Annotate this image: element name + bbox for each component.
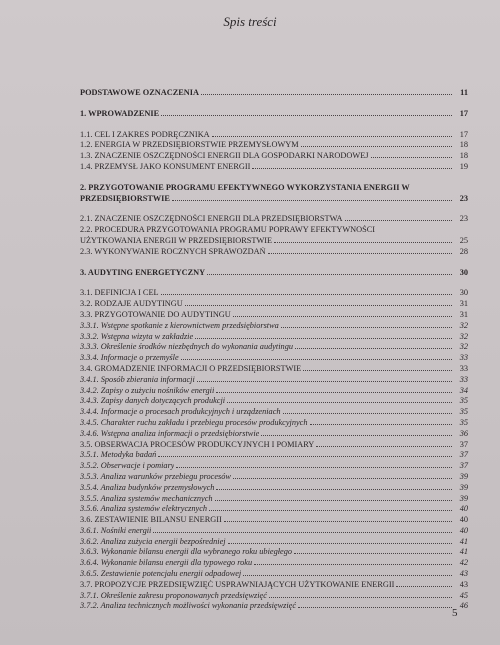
toc-leader-dots (298, 607, 452, 608)
toc-entry-page: 30 (459, 288, 468, 298)
toc-entry-page: 37 (459, 439, 468, 449)
toc-entry (80, 151, 468, 162)
toc-entry-page: 34 (459, 385, 468, 395)
toc-entry-page: 40 (459, 525, 468, 535)
toc-entry (80, 299, 468, 310)
toc-leader-dots (158, 456, 452, 457)
toc-entry (80, 214, 468, 225)
toc-entry-title: 1.4. PRZEMYSŁ JAKO KONSUMENT ENERGII (80, 161, 251, 171)
toc-entry-page: 19 (459, 161, 468, 171)
toc-entry-page: 31 (459, 299, 468, 309)
toc-entry-page: 40 (459, 504, 468, 514)
page-number: 5 (452, 607, 458, 619)
toc-entry-page: 17 (459, 129, 468, 139)
toc-entry (80, 194, 468, 205)
toc-leader-dots (268, 253, 452, 254)
toc-entry-title: 3.4.3. Zapisy danych dotyczących produkcji (80, 396, 226, 406)
toc-entry-page: 23 (459, 193, 468, 203)
toc-entry (80, 162, 468, 173)
toc-entry-page: 36 (459, 428, 468, 438)
toc-leader-dots (252, 168, 452, 169)
toc-entry-page: 39 (459, 471, 468, 481)
toc-entry-title: 3.7.1. Określenie zakresu proponowanych przedsięwzięć (80, 590, 267, 600)
toc-leader-dots (254, 564, 452, 565)
toc-entry-page: 33 (459, 374, 468, 384)
toc-leader-dots (207, 274, 452, 275)
toc-entry-title: 3.5.4. Analiza budynków przemysłowych (80, 482, 215, 492)
toc-entry-page: 43 (459, 579, 468, 589)
toc-leader-dots (295, 348, 452, 349)
toc-leader-dots (371, 157, 452, 158)
toc-entry (80, 494, 468, 505)
toc-entry-page: 18 (459, 140, 468, 150)
toc-entry (80, 140, 468, 151)
toc-spacer (80, 99, 468, 109)
toc-entry-title: 3.6. ZESTAWIENIE BILANSU ENERGII (80, 515, 222, 525)
toc-leader-dots (172, 200, 452, 201)
toc-entry-page: 41 (459, 547, 468, 557)
toc-entry (80, 461, 468, 472)
toc-entry-title: 3.5.1. Metodyka badań (80, 450, 157, 460)
toc-entry-title: 3.4.4. Informacje o procesach produkcyjnych i urządzeniach (80, 407, 281, 417)
toc-entry-title: 2. PRZYGOTOWANIE PROGRAMU EFEKTYWNEGO WYKORZYSTANIA ENERGII W (80, 182, 410, 192)
toc-leader-dots (283, 413, 452, 414)
toc-entry-title: 3.5.2. Obserwacje i pomiary (80, 461, 175, 471)
toc-entry-page: 39 (459, 493, 468, 503)
toc-entry-title: 3.1. DEFINICJA I CEL (80, 288, 159, 298)
toc-leader-dots (274, 242, 452, 243)
toc-spacer (80, 173, 468, 183)
toc-entry (80, 288, 468, 299)
toc-leader-dots (224, 521, 452, 522)
toc-leader-dots (294, 553, 452, 554)
toc-entry-page: 45 (459, 590, 468, 600)
toc-leader-dots (176, 467, 452, 468)
toc-entry-page: 40 (459, 515, 468, 525)
toc-leader-dots (233, 478, 452, 479)
toc-entry-page: 41 (459, 536, 468, 546)
toc-entry (80, 418, 468, 429)
toc-entry-title: 3.3.4. Informacje o przemyśle (80, 353, 179, 363)
toc-entry (80, 268, 468, 279)
toc-entry-title: 3.6.1. Nośniki energii (80, 525, 152, 535)
toc-entry (80, 321, 468, 332)
toc-entry-page: 37 (459, 450, 468, 460)
toc-entry-title: 1.1. CEL I ZAKRES PODRĘCZNIKA (80, 129, 210, 139)
toc-leader-dots (233, 316, 452, 317)
toc-spacer (80, 258, 468, 268)
toc-entry (80, 332, 468, 343)
toc-entry (80, 353, 468, 364)
toc-entry (80, 364, 468, 375)
toc-entry-title: 3.7. PROPOZYCJE PRZEDSIĘWZIĘĆ USPRAWNIAJĄCYCH UŻYTKOWANIE ENERGII (80, 579, 395, 589)
toc-entry (80, 429, 468, 440)
toc-entry-title: 3.3.1. Wstępne spotkanie z kierownictwem przedsiębiorstwa (80, 320, 279, 330)
toc-entry-title: 3.5. OBSERWACJA PROCESÓW PRODUKCYJNYCH I POMIARY (80, 439, 315, 449)
toc-entry (80, 547, 468, 558)
toc-entry-page: 17 (459, 108, 468, 118)
toc-spacer (80, 120, 468, 130)
toc-entry-page: 33 (459, 363, 468, 373)
toc-entry (80, 236, 468, 247)
toc-entry-title: 3.6.4. Wykonanie bilansu energii dla typowego roku (80, 558, 253, 568)
toc-leader-dots (181, 359, 452, 360)
table-of-contents (80, 88, 468, 612)
toc-entry (80, 569, 468, 580)
toc-entry (80, 396, 468, 407)
toc-entry-title: 3.3. PRZYGOTOWANIE DO AUDYTINGU (80, 309, 231, 319)
toc-entry-title: 3.5.3. Analiza warunków przebiegu procesów (80, 471, 231, 481)
toc-leader-dots (216, 489, 452, 490)
toc-entry (80, 342, 468, 353)
toc-entry (80, 580, 468, 591)
toc-leader-dots (269, 597, 452, 598)
toc-entry (80, 504, 468, 515)
toc-leader-dots (161, 294, 452, 295)
toc-entry-page: 30 (459, 267, 468, 277)
toc-entry (80, 483, 468, 494)
toc-entry-page: 31 (459, 309, 468, 319)
toc-entry (80, 183, 468, 194)
toc-entry-page: 42 (459, 558, 468, 568)
toc-entry-title: PRZEDSIĘBIORSTWIE (80, 193, 170, 203)
toc-leader-dots (197, 381, 452, 382)
toc-entry-title: 1. WPROWADZENIE (80, 108, 160, 118)
toc-entry-page: 35 (459, 396, 468, 406)
toc-leader-dots (281, 327, 452, 328)
toc-spacer (80, 204, 468, 214)
toc-leader-dots (153, 532, 452, 533)
toc-leader-dots (303, 370, 452, 371)
toc-entry (80, 526, 468, 537)
toc-entry-title: 2.3. WYKONYWANIE ROCZNYCH SPRAWOZDAŃ (80, 246, 266, 256)
toc-leader-dots (215, 500, 452, 501)
toc-leader-dots (209, 510, 452, 511)
toc-entry-title: 3.4.6. Wstępna analiza informacji o przedsiębiorstwie (80, 428, 260, 438)
toc-leader-dots (227, 402, 452, 403)
toc-leader-dots (195, 338, 452, 339)
toc-leader-dots (316, 446, 452, 447)
toc-entry (80, 591, 468, 602)
toc-entry-title: 3. AUDYTING ENERGETYCZNY (80, 267, 206, 277)
toc-entry (80, 247, 468, 258)
toc-leader-dots (243, 575, 452, 576)
toc-entry-title: 3.6.3. Wykonanie bilansu energii dla wybranego roku ubiegłego (80, 547, 292, 557)
toc-entry-page: 35 (459, 407, 468, 417)
toc-leader-dots (228, 543, 452, 544)
toc-leader-dots (216, 392, 452, 393)
toc-entry-page: 43 (459, 569, 468, 579)
toc-entry-title: 3.7.2. Analiza technicznych możliwości wykonania przedsięwzięć (80, 601, 296, 611)
toc-entry (80, 88, 468, 99)
toc-entry-title: 3.4.2. Zapisy o zużyciu nośników energii (80, 385, 215, 395)
toc-entry (80, 109, 468, 120)
toc-entry-page: 32 (459, 320, 468, 330)
toc-entry-title: 2.1. ZNACZENIE OSZCZĘDNOŚCI ENERGII DLA PRZEDSIĘBIORSTWA (80, 214, 343, 224)
toc-entry-page: 28 (459, 246, 468, 256)
toc-entry (80, 601, 468, 612)
toc-entry-page: 32 (459, 342, 468, 352)
toc-entry-title: UŻYTKOWANIA ENERGII W PRZEDSIĘBIORSTWIE (80, 235, 273, 245)
toc-entry (80, 472, 468, 483)
toc-entry-page: 18 (459, 151, 468, 161)
page-title: Spis treści (223, 14, 277, 29)
toc-entry (80, 537, 468, 548)
toc-entry-page: 23 (459, 214, 468, 224)
toc-entry-page: 11 (460, 88, 468, 97)
toc-entry-page: 39 (459, 482, 468, 492)
toc-entry (80, 440, 468, 451)
toc-entry-page: 37 (459, 461, 468, 471)
toc-entry (80, 386, 468, 397)
toc-leader-dots (161, 115, 452, 116)
toc-leader-dots (201, 94, 452, 95)
toc-entry (80, 310, 468, 321)
toc-entry-page: 32 (459, 331, 468, 341)
toc-leader-dots (261, 435, 452, 436)
toc-entry-page: 25 (459, 235, 468, 245)
toc-entry-title: 3.5.6. Analiza systemów elektrycznych (80, 504, 208, 514)
toc-entry-title: 3.4.5. Charakter ruchu zakładu i przebiegu procesów produkcyjnych (80, 417, 308, 427)
toc-entry-title: 3.3.2. Wstępna wizyta w zakładzie (80, 331, 194, 341)
toc-leader-dots (345, 220, 453, 221)
toc-entry (80, 407, 468, 418)
toc-entry-page: 35 (459, 417, 468, 427)
toc-leader-dots (310, 424, 452, 425)
toc-entry-title: 1.3. ZNACZENIE OSZCZĘDNOŚCI ENERGII DLA GOSPODARKI NARODOWEJ (80, 151, 369, 161)
toc-entry (80, 225, 468, 236)
toc-entry-title: 3.3.3. Określenie środków niezbędnych do wykonania audytingu (80, 342, 293, 352)
toc-entry-title: 3.6.2. Analiza zużycia energii bezpośredniej (80, 536, 226, 546)
toc-entry-title: 3.5.5. Analiza systemów mechanicznych (80, 493, 213, 503)
toc-entry (80, 130, 468, 141)
toc-leader-dots (185, 305, 452, 306)
toc-leader-dots (212, 136, 452, 137)
toc-entry-title: 3.2. RODZAJE AUDYTINGU (80, 299, 183, 309)
toc-entry-title: PODSTAWOWE OZNACZENIA (80, 88, 200, 97)
toc-entry-page: 46 (459, 601, 468, 611)
toc-entry (80, 375, 468, 386)
toc-entry (80, 515, 468, 526)
toc-entry-title: 3.4. GROMADZENIE INFORMACJI O PRZEDSIĘBIORSTWIE (80, 363, 302, 373)
toc-entry (80, 558, 468, 569)
toc-entry-title: 3.6.5. Zestawienie potencjału energii odpadowej (80, 569, 242, 579)
toc-leader-dots (301, 146, 452, 147)
toc-entry-title: 1.2. ENERGIA W PRZEDSIĘBIORSTWIE PRZEMYSŁOWYM (80, 140, 299, 150)
toc-entry-page: 33 (459, 353, 468, 363)
toc-entry (80, 450, 468, 461)
toc-entry-title: 2.2. PROCEDURA PRZYGOTOWANIA PROGRAMU POPRAWY EFEKTYWNOŚCI (80, 225, 376, 235)
toc-leader-dots (396, 586, 452, 587)
toc-spacer (80, 278, 468, 288)
toc-entry-title: 3.4.1. Sposób zbierania informacji (80, 374, 195, 384)
